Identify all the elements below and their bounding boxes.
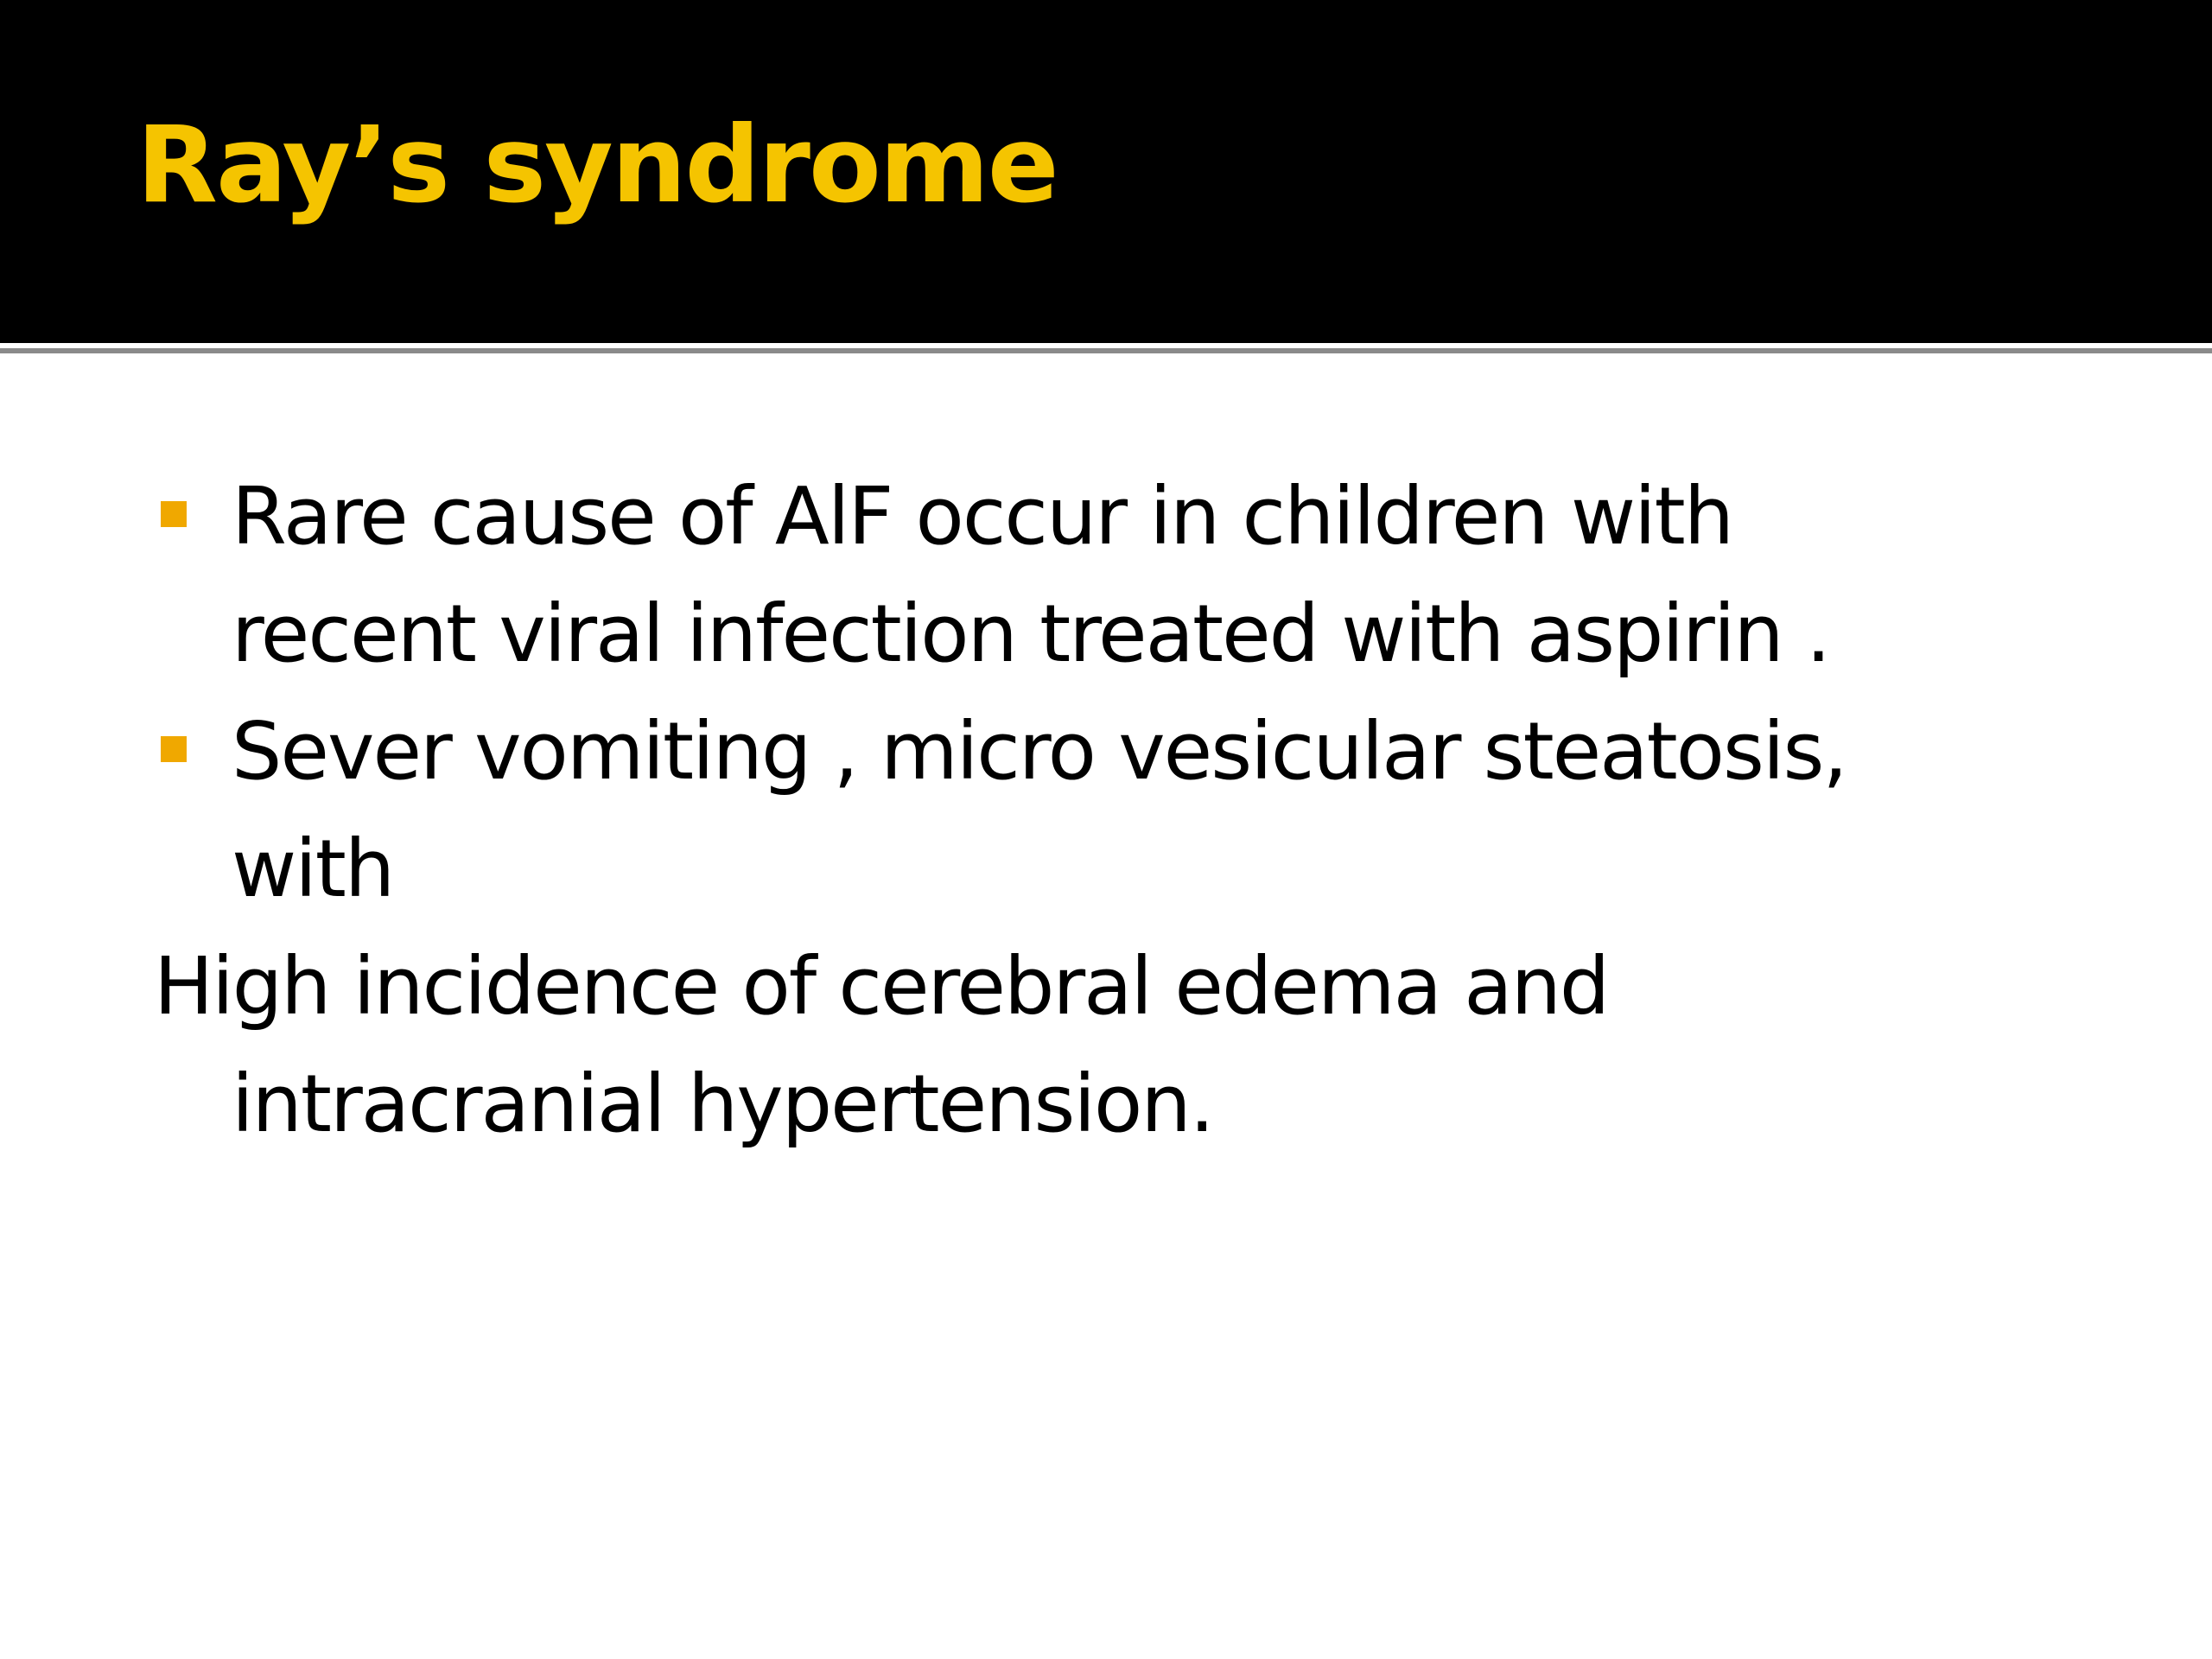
square-bullet-icon bbox=[161, 501, 187, 527]
bullet-1-line-2: recent viral infection treated with aspirin . bbox=[232, 588, 1830, 680]
square-bullet-icon bbox=[161, 736, 187, 762]
title-bar bbox=[0, 0, 2212, 343]
title-divider bbox=[0, 348, 2212, 353]
bullet-2-line-2: with bbox=[232, 823, 394, 915]
paragraph-line-2: intracranial hypertension. bbox=[232, 1058, 1213, 1150]
slide-title: Ray’s syndrome bbox=[137, 104, 1058, 226]
bullet-1-line-1: Rare cause of AlF occur in children with bbox=[232, 470, 1733, 563]
paragraph-line-1: High incidence of cerebral edema and bbox=[154, 940, 1609, 1033]
bullet-2-line-1: Sever vomiting , micro vesicular steatosis, bbox=[232, 705, 1847, 798]
